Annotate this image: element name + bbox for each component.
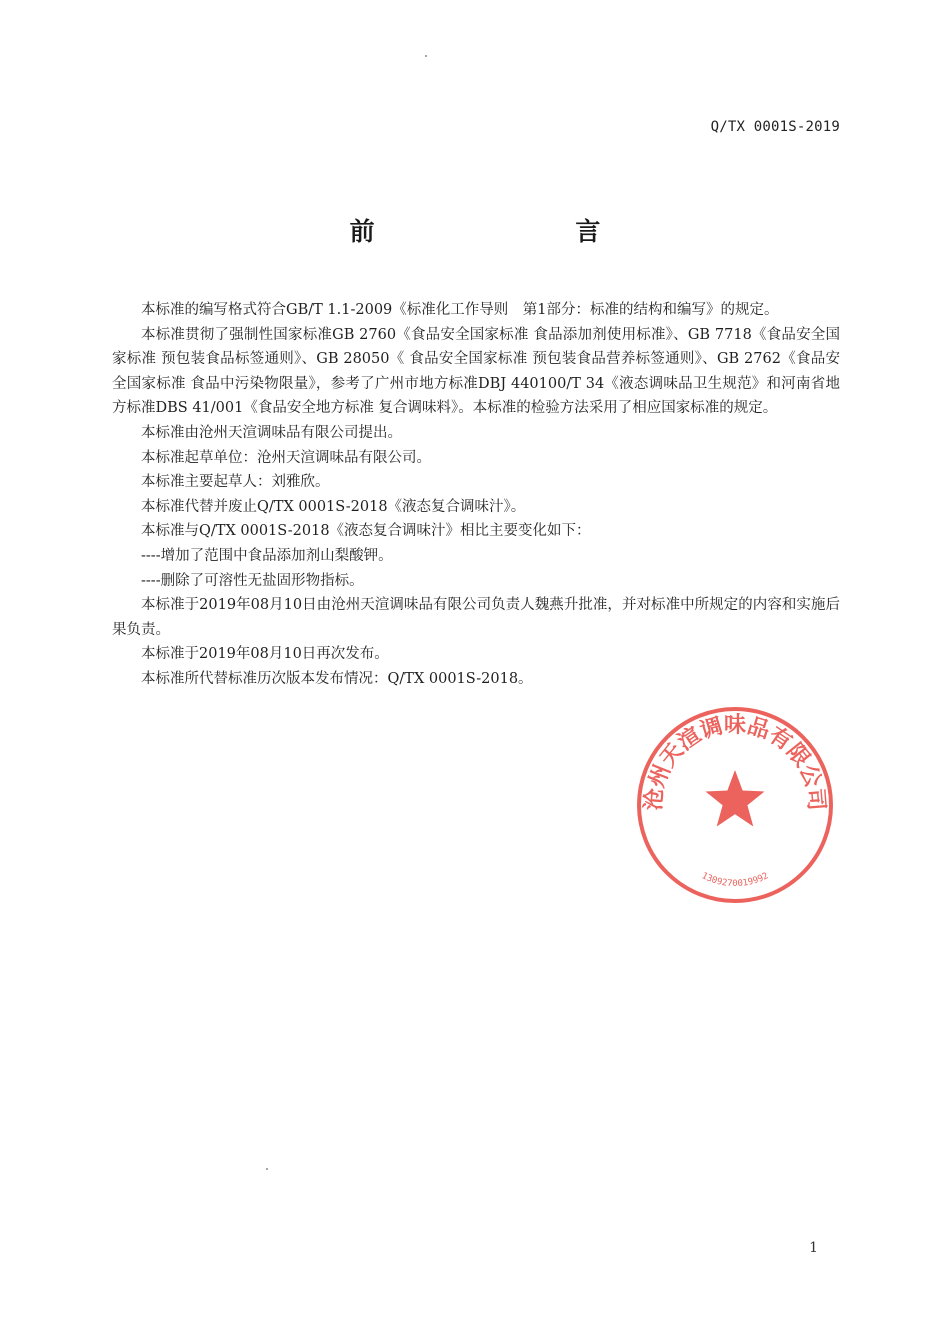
paragraph-change-added: ----增加了范围中食品添加剂山梨酸钾。 xyxy=(141,547,393,564)
paragraph-changes-intro: 本标准与Q/TX 0001S-2018《液态复合调味汁》相比主要变化如下： xyxy=(141,523,591,540)
preface-body xyxy=(112,298,840,692)
scan-speck xyxy=(266,1168,268,1170)
paragraph-history: 本标准所代替标准历次版本发布情况：Q/TX 0001S-2018。 xyxy=(141,670,533,687)
company-seal-stamp xyxy=(630,700,840,910)
paragraph-format: 本标准的编写格式符合GB/T 1.1-2009《标准化工作导则 第1部分：标准的结构和编写》的规定。 xyxy=(141,302,779,318)
paragraph-referenced-standards: 本标准贯彻了强制性国家标准GB 2760《食品安全国家标准 食品添加剂使用标准》、GB 7718《食品安全国家标准 预包装食品标签通则》、GB 28050《 食品安全国家标准 预包装食品营养标签通则》、GB 2762《食品安全国家标准 食品中污染物限量》，参考了广州市地方标准DBJ 440100/T 34《液态调味品卫生规范》和河南省地方标准DBS 41/001《食品安全地方标准 复合调味料》。本标准的检验方法采用了相应国家标准的规定。 xyxy=(112,326,840,417)
paragraph-proposer: 本标准由沧州天渲调味品有限公司提出。 xyxy=(141,424,402,441)
paragraph-drafting-unit: 本标准起草单位：沧州天渲调味品有限公司。 xyxy=(141,449,431,466)
seal-registration-number: 1309270019992 xyxy=(699,871,771,890)
standard-code: Q/TX 0001S-2019 xyxy=(710,119,840,135)
page-title: 前 言 xyxy=(349,217,697,246)
page-number: 1 xyxy=(809,1240,818,1256)
paragraph-drafter: 本标准主要起草人：刘雅欣。 xyxy=(141,474,330,491)
paragraph-change-removed: ----删除了可溶性无盐固形物指标。 xyxy=(141,572,364,589)
paragraph-replaces: 本标准代替并废止Q/TX 0001S-2018《液态复合调味汁》。 xyxy=(141,498,526,515)
seal-company-name: 沧州天渲调味品有限公司 xyxy=(641,712,829,812)
paragraph-approval: 本标准于2019年08月10日由沧州天渲调味品有限公司负责人魏燕升批准，并对标准中所规定的内容和实施后果负责。 xyxy=(112,597,840,638)
seal-star-icon xyxy=(706,770,765,827)
scan-speck xyxy=(425,55,427,57)
paragraph-republished: 本标准于2019年08月10日再次发布。 xyxy=(141,646,389,663)
